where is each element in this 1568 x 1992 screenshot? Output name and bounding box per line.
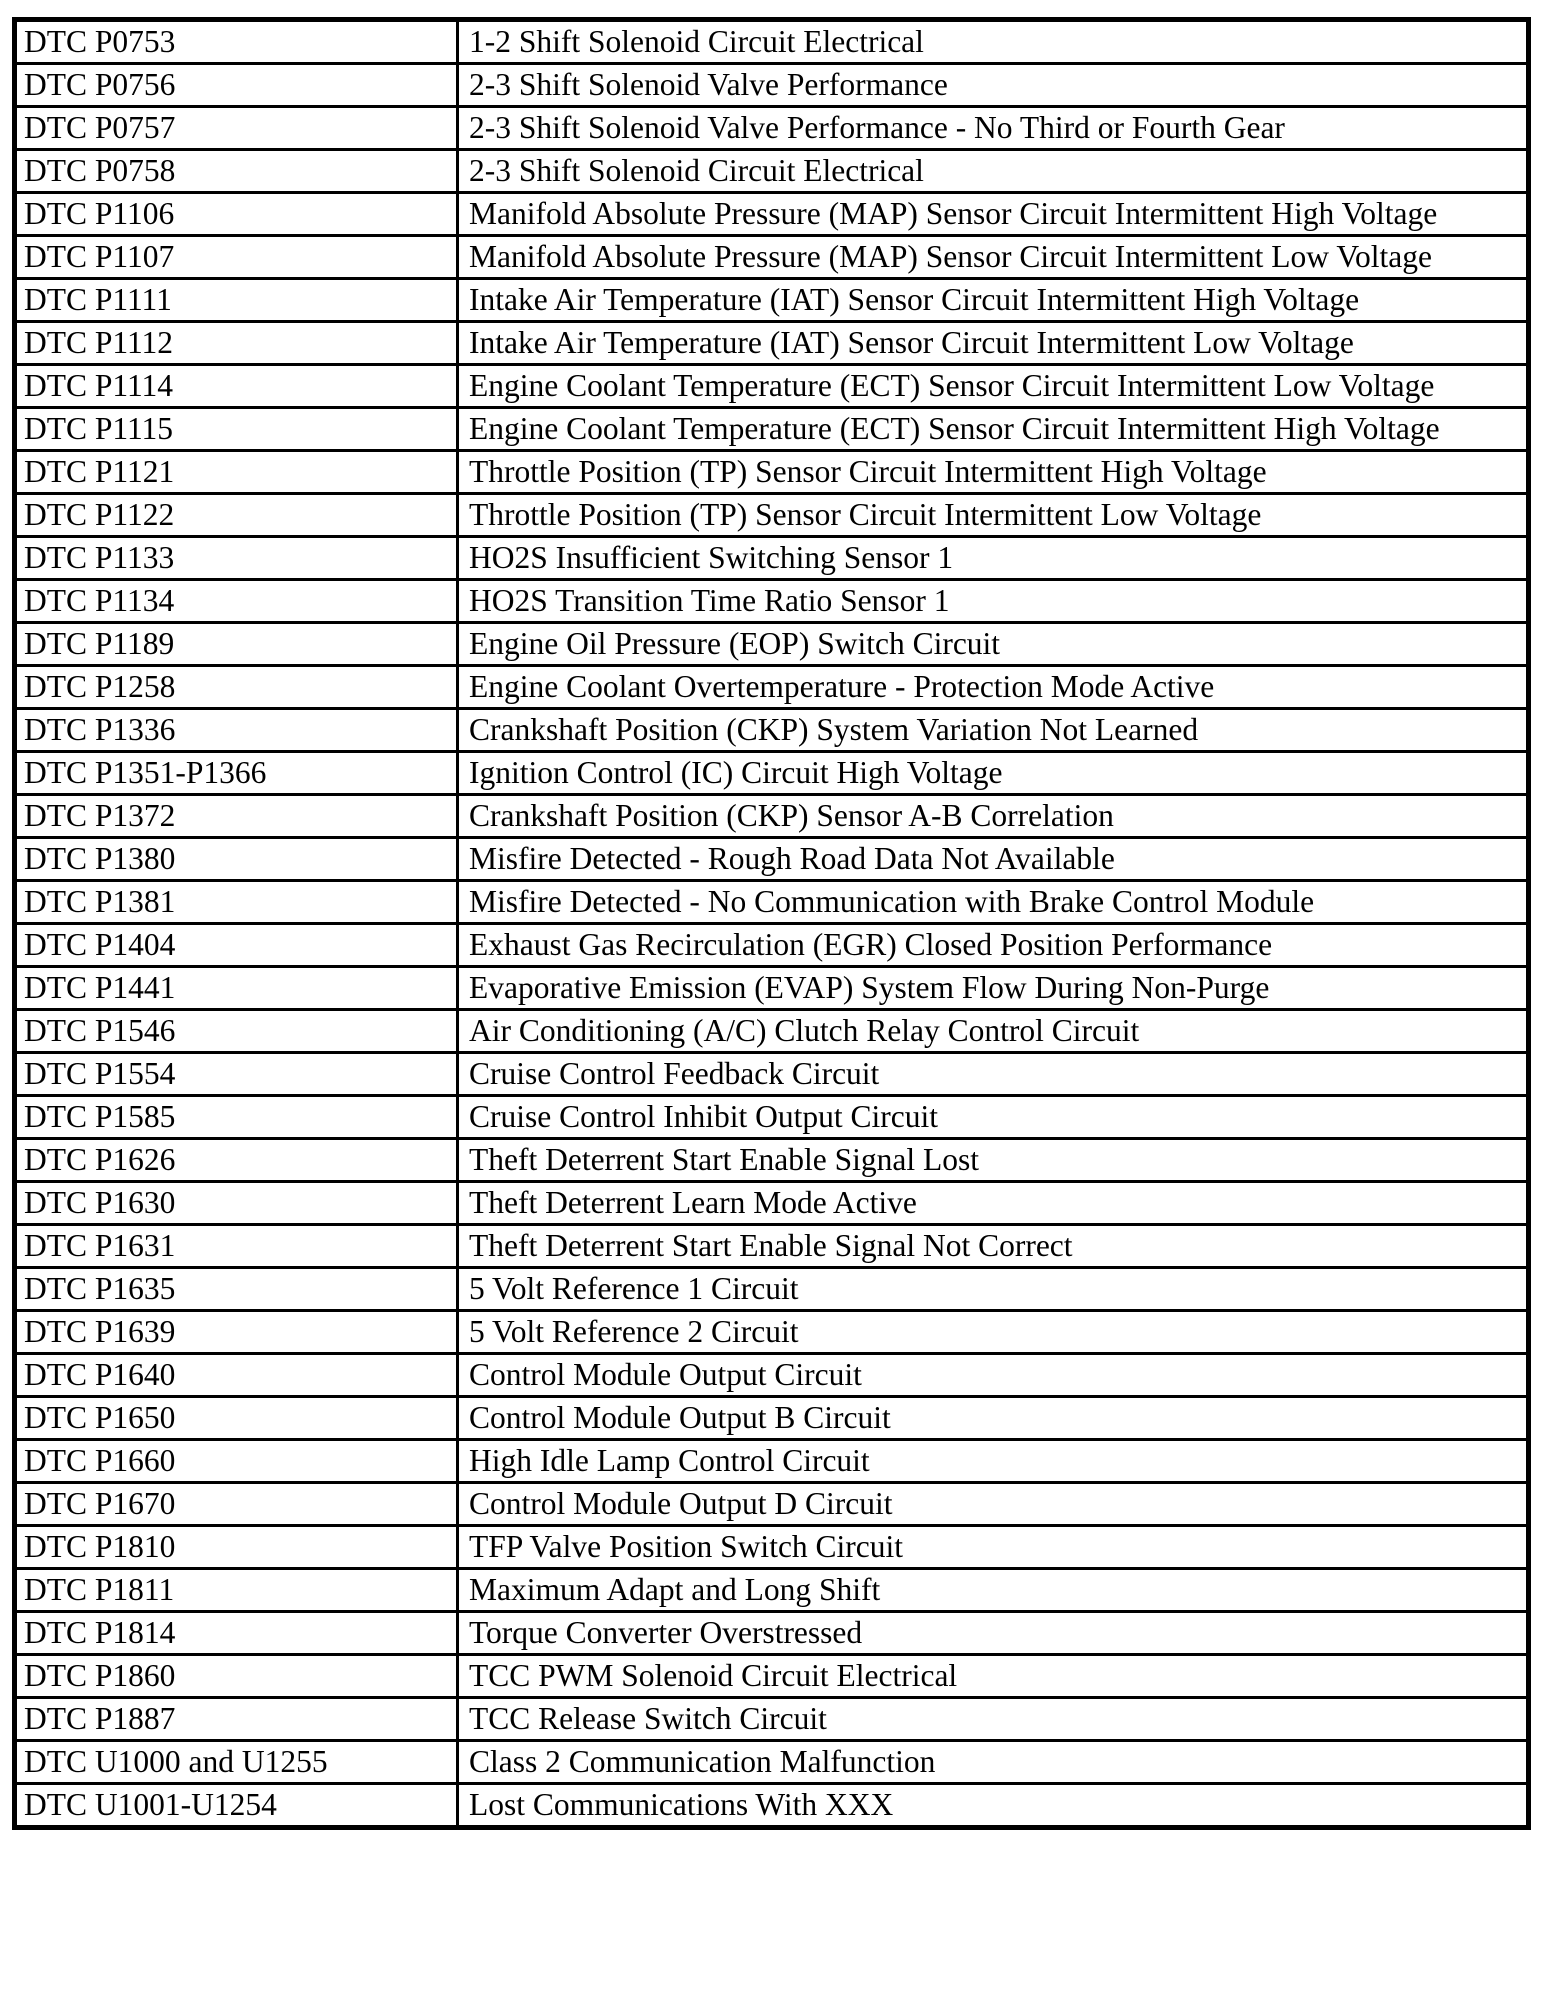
table-row	[15, 666, 1529, 709]
dtc-code-cell: DTC P1122	[15, 494, 458, 537]
table-row	[15, 752, 1529, 795]
dtc-table-body	[15, 20, 1529, 1828]
dtc-description-cell: Throttle Position (TP) Sensor Circuit Intermittent High Voltage	[458, 451, 1529, 494]
table-row	[15, 193, 1529, 236]
dtc-description-cell: Misfire Detected - Rough Road Data Not Available	[458, 838, 1529, 881]
dtc-code-cell: DTC P0758	[15, 150, 458, 193]
dtc-code-cell: DTC P1546	[15, 1010, 458, 1053]
table-row	[15, 1698, 1529, 1741]
table-row	[15, 107, 1529, 150]
dtc-code-cell: DTC P1554	[15, 1053, 458, 1096]
dtc-code-cell: DTC P1811	[15, 1569, 458, 1612]
dtc-description-cell: Intake Air Temperature (IAT) Sensor Circuit Intermittent High Voltage	[458, 279, 1529, 322]
dtc-code-cell: DTC U1001-U1254	[15, 1784, 458, 1828]
dtc-code-cell: DTC P1630	[15, 1182, 458, 1225]
dtc-description-cell: TCC PWM Solenoid Circuit Electrical	[458, 1655, 1529, 1698]
dtc-description-cell: Control Module Output D Circuit	[458, 1483, 1529, 1526]
dtc-code-cell: DTC P1111	[15, 279, 458, 322]
dtc-code-cell: DTC U1000 and U1255	[15, 1741, 458, 1784]
dtc-description-cell: 1-2 Shift Solenoid Circuit Electrical	[458, 20, 1529, 64]
dtc-description-cell: Theft Deterrent Start Enable Signal Lost	[458, 1139, 1529, 1182]
dtc-description-cell: Throttle Position (TP) Sensor Circuit Intermittent Low Voltage	[458, 494, 1529, 537]
dtc-description-cell: Crankshaft Position (CKP) Sensor A-B Correlation	[458, 795, 1529, 838]
dtc-code-cell: DTC P1635	[15, 1268, 458, 1311]
table-row	[15, 1311, 1529, 1354]
dtc-description-cell: Exhaust Gas Recirculation (EGR) Closed Position Performance	[458, 924, 1529, 967]
dtc-description-cell: TFP Valve Position Switch Circuit	[458, 1526, 1529, 1569]
table-row	[15, 623, 1529, 666]
table-row	[15, 1526, 1529, 1569]
dtc-description-cell: Air Conditioning (A/C) Clutch Relay Control Circuit	[458, 1010, 1529, 1053]
dtc-description-cell: Control Module Output Circuit	[458, 1354, 1529, 1397]
dtc-code-cell: DTC P0757	[15, 107, 458, 150]
dtc-description-cell: Crankshaft Position (CKP) System Variation Not Learned	[458, 709, 1529, 752]
table-row	[15, 709, 1529, 752]
dtc-code-cell: DTC P1258	[15, 666, 458, 709]
dtc-code-cell: DTC P0756	[15, 64, 458, 107]
dtc-description-cell: TCC Release Switch Circuit	[458, 1698, 1529, 1741]
dtc-code-cell: DTC P1106	[15, 193, 458, 236]
dtc-description-cell: Intake Air Temperature (IAT) Sensor Circuit Intermittent Low Voltage	[458, 322, 1529, 365]
dtc-description-cell: 5 Volt Reference 2 Circuit	[458, 1311, 1529, 1354]
dtc-description-cell: Cruise Control Feedback Circuit	[458, 1053, 1529, 1096]
dtc-code-cell: DTC P1626	[15, 1139, 458, 1182]
table-row	[15, 1096, 1529, 1139]
dtc-description-cell: 2-3 Shift Solenoid Circuit Electrical	[458, 150, 1529, 193]
table-row	[15, 924, 1529, 967]
table-row	[15, 1225, 1529, 1268]
table-row	[15, 1354, 1529, 1397]
dtc-description-cell: Cruise Control Inhibit Output Circuit	[458, 1096, 1529, 1139]
table-row	[15, 795, 1529, 838]
dtc-code-cell: DTC P1121	[15, 451, 458, 494]
table-row	[15, 838, 1529, 881]
table-row	[15, 279, 1529, 322]
dtc-code-cell: DTC P1639	[15, 1311, 458, 1354]
table-row	[15, 1053, 1529, 1096]
table-row	[15, 580, 1529, 623]
dtc-description-cell: 2-3 Shift Solenoid Valve Performance	[458, 64, 1529, 107]
dtc-code-cell: DTC P1351-P1366	[15, 752, 458, 795]
table-row	[15, 1483, 1529, 1526]
table-row	[15, 150, 1529, 193]
dtc-code-cell: DTC P1372	[15, 795, 458, 838]
dtc-description-cell: 5 Volt Reference 1 Circuit	[458, 1268, 1529, 1311]
table-row	[15, 1010, 1529, 1053]
dtc-code-cell: DTC P1887	[15, 1698, 458, 1741]
dtc-code-cell: DTC P1133	[15, 537, 458, 580]
dtc-description-cell: Torque Converter Overstressed	[458, 1612, 1529, 1655]
dtc-description-cell: Lost Communications With XXX	[458, 1784, 1529, 1828]
dtc-description-cell: HO2S Transition Time Ratio Sensor 1	[458, 580, 1529, 623]
dtc-description-cell: High Idle Lamp Control Circuit	[458, 1440, 1529, 1483]
dtc-description-cell: Control Module Output B Circuit	[458, 1397, 1529, 1440]
table-row	[15, 408, 1529, 451]
dtc-description-cell: Misfire Detected - No Communication with Brake Control Module	[458, 881, 1529, 924]
dtc-table	[12, 17, 1531, 1830]
dtc-code-cell: DTC P1660	[15, 1440, 458, 1483]
dtc-description-cell: Manifold Absolute Pressure (MAP) Sensor Circuit Intermittent Low Voltage	[458, 236, 1529, 279]
dtc-code-cell: DTC P1860	[15, 1655, 458, 1698]
dtc-code-cell: DTC P1112	[15, 322, 458, 365]
dtc-code-cell: DTC P1810	[15, 1526, 458, 1569]
table-row	[15, 1569, 1529, 1612]
dtc-description-cell: Engine Oil Pressure (EOP) Switch Circuit	[458, 623, 1529, 666]
dtc-description-cell: Theft Deterrent Learn Mode Active	[458, 1182, 1529, 1225]
dtc-description-cell: Evaporative Emission (EVAP) System Flow During Non-Purge	[458, 967, 1529, 1010]
table-row	[15, 881, 1529, 924]
dtc-description-cell: Engine Coolant Temperature (ECT) Sensor Circuit Intermittent Low Voltage	[458, 365, 1529, 408]
table-row	[15, 1440, 1529, 1483]
dtc-code-cell: DTC P1115	[15, 408, 458, 451]
dtc-code-cell: DTC P1585	[15, 1096, 458, 1139]
dtc-description-cell: Maximum Adapt and Long Shift	[458, 1569, 1529, 1612]
dtc-code-cell: DTC P1189	[15, 623, 458, 666]
dtc-code-cell: DTC P0753	[15, 20, 458, 64]
table-row	[15, 20, 1529, 64]
table-row	[15, 1268, 1529, 1311]
table-row	[15, 1139, 1529, 1182]
table-row	[15, 64, 1529, 107]
table-row	[15, 1741, 1529, 1784]
dtc-description-cell: Engine Coolant Overtemperature - Protection Mode Active	[458, 666, 1529, 709]
dtc-description-cell: Engine Coolant Temperature (ECT) Sensor Circuit Intermittent High Voltage	[458, 408, 1529, 451]
dtc-code-cell: DTC P1380	[15, 838, 458, 881]
dtc-code-cell: DTC P1336	[15, 709, 458, 752]
table-row	[15, 236, 1529, 279]
dtc-description-cell: Theft Deterrent Start Enable Signal Not Correct	[458, 1225, 1529, 1268]
dtc-description-cell: Manifold Absolute Pressure (MAP) Sensor Circuit Intermittent High Voltage	[458, 193, 1529, 236]
dtc-description-cell: 2-3 Shift Solenoid Valve Performance - No Third or Fourth Gear	[458, 107, 1529, 150]
dtc-code-cell: DTC P1404	[15, 924, 458, 967]
table-row	[15, 1655, 1529, 1698]
table-row	[15, 537, 1529, 580]
dtc-code-cell: DTC P1441	[15, 967, 458, 1010]
dtc-code-cell: DTC P1640	[15, 1354, 458, 1397]
dtc-description-cell: Class 2 Communication Malfunction	[458, 1741, 1529, 1784]
table-row	[15, 1784, 1529, 1828]
dtc-code-cell: DTC P1381	[15, 881, 458, 924]
table-row	[15, 1397, 1529, 1440]
dtc-code-cell: DTC P1650	[15, 1397, 458, 1440]
dtc-code-cell: DTC P1114	[15, 365, 458, 408]
table-row	[15, 1182, 1529, 1225]
table-row	[15, 451, 1529, 494]
dtc-code-cell: DTC P1670	[15, 1483, 458, 1526]
table-row	[15, 1612, 1529, 1655]
dtc-code-cell: DTC P1134	[15, 580, 458, 623]
table-row	[15, 365, 1529, 408]
dtc-code-cell: DTC P1814	[15, 1612, 458, 1655]
table-row	[15, 494, 1529, 537]
dtc-code-cell: DTC P1631	[15, 1225, 458, 1268]
table-row	[15, 967, 1529, 1010]
dtc-code-cell: DTC P1107	[15, 236, 458, 279]
table-row	[15, 322, 1529, 365]
dtc-description-cell: HO2S Insufficient Switching Sensor 1	[458, 537, 1529, 580]
dtc-description-cell: Ignition Control (IC) Circuit High Voltage	[458, 752, 1529, 795]
